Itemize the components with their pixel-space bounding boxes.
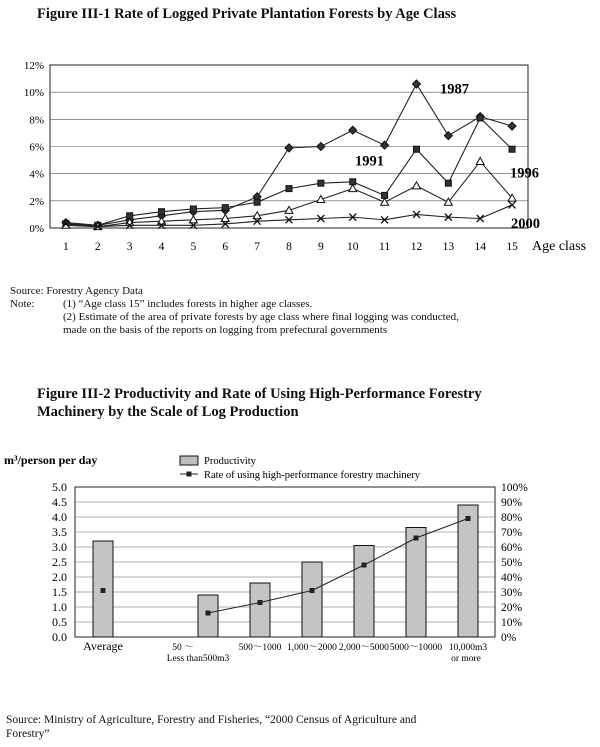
data-point-1991	[509, 146, 515, 152]
y-tick-label: 2%	[29, 195, 44, 208]
x-tick-label: 6	[222, 241, 229, 253]
x-tick-label: Less than500m3	[166, 654, 230, 664]
x-tick-label: 13	[442, 241, 455, 253]
x-tick-label: 11	[379, 241, 391, 253]
data-point-machinery	[414, 536, 419, 541]
y-tick-label: 2.0	[52, 570, 67, 584]
x-tick-label: 3	[126, 241, 133, 253]
bar-productivity	[198, 595, 218, 637]
y-tick-label: 12%	[23, 60, 44, 72]
x-tick-label: Average	[83, 639, 123, 653]
data-point-1996	[349, 185, 357, 192]
fig2-title-line1: Figure III-2 Productivity and Rate of Using High-Performance Forestry	[37, 386, 482, 402]
y-tick-label: 10%	[23, 87, 44, 100]
data-point-1991	[254, 199, 260, 205]
x-tick-label: 14	[474, 241, 486, 253]
y2-tick-label: 10%	[501, 617, 523, 629]
data-point-1987	[412, 80, 420, 88]
y-tick-label: 3.0	[52, 540, 67, 554]
y-tick-label: 3.5	[52, 525, 67, 539]
data-point-1987	[381, 141, 389, 149]
x-axis-label: Age class	[532, 239, 587, 254]
data-point-machinery	[466, 516, 471, 521]
fig2-bar-line-chart	[0, 450, 600, 690]
series-label-1991: 1991	[355, 153, 384, 170]
x-tick-label: 500～1000	[238, 643, 282, 653]
data-point-machinery	[206, 611, 211, 616]
data-point-1991	[477, 115, 483, 121]
data-point-1996	[381, 198, 389, 205]
data-point-machinery	[258, 600, 263, 605]
x-tick-label: 1,000～2000	[287, 643, 337, 653]
x-tick-label: or more	[451, 654, 481, 664]
legend-marker-machinery	[187, 472, 192, 477]
y-tick-label: 4.0	[52, 510, 67, 524]
y-tick-label: 4.5	[52, 495, 67, 509]
fig1-note-1: (1) “Age class 15” includes forests in higher age classes.	[63, 298, 313, 310]
y-axis-label: m³/person per day	[4, 453, 98, 467]
fig2-source-line1: Source: Ministry of Agriculture, Forestry and Fisheries, “2000 Census of Agriculture and	[6, 714, 417, 726]
data-point-1987	[508, 122, 516, 130]
x-tick-label: 10	[346, 241, 359, 253]
y-tick-label: 5.0	[52, 480, 67, 494]
y2-tick-label: 0%	[501, 632, 517, 644]
data-point-machinery	[310, 588, 315, 593]
y2-tick-label: 40%	[501, 572, 523, 584]
x-tick-label: 12	[410, 241, 423, 253]
bar-productivity	[250, 583, 270, 637]
y-tick-label: 1.0	[52, 600, 67, 614]
y2-tick-label: 80%	[501, 512, 523, 524]
y2-tick-label: 100%	[501, 482, 528, 494]
data-point-1987	[317, 143, 325, 151]
fig2-source-line2: Forestry”	[6, 728, 50, 740]
series-label-1987: 1987	[440, 81, 469, 98]
fig1-note-label: Note:	[10, 298, 35, 310]
fig1-title: Figure III-1 Rate of Logged Private Plantation Forests by Age Class	[37, 6, 457, 22]
legend-label-machinery: Rate of using high-performance forestry machinery	[204, 470, 421, 481]
y-tick-label: 0.5	[52, 615, 67, 629]
x-tick-label: 50 ～	[172, 643, 194, 653]
y2-tick-label: 50%	[501, 557, 523, 569]
y-tick-label: 8%	[29, 114, 44, 127]
data-point-1996	[476, 157, 484, 164]
data-point-1991	[318, 180, 324, 186]
x-tick-label: 8	[286, 241, 292, 253]
bar-productivity	[354, 546, 374, 638]
data-point-2000	[509, 201, 516, 208]
bar-productivity	[302, 562, 322, 637]
series-label-2000: 2000	[511, 216, 540, 232]
x-tick-label: 4	[158, 241, 165, 253]
data-point-1991	[286, 186, 292, 192]
data-point-machinery	[101, 588, 106, 593]
bar-productivity	[406, 528, 426, 638]
x-tick-label: 7	[254, 241, 261, 253]
series-label-1996: 1996	[510, 165, 539, 182]
fig1-source: Source: Forestry Agency Data	[10, 285, 143, 297]
data-point-1991	[413, 146, 419, 152]
legend-swatch-productivity	[180, 456, 198, 465]
y-tick-label: 4%	[29, 168, 44, 181]
data-point-1987	[349, 126, 357, 134]
y2-tick-label: 90%	[501, 497, 523, 509]
data-point-1996	[412, 182, 420, 189]
data-point-1991	[222, 205, 228, 211]
x-tick-label: 2	[94, 241, 101, 253]
y-tick-label: 0%	[29, 223, 44, 235]
y-tick-label: 1.5	[52, 585, 67, 599]
x-tick-label: 15	[506, 241, 518, 253]
data-point-1987	[285, 144, 293, 152]
data-point-1991	[445, 180, 451, 186]
fig1-note-2b: made on the basis of the reports on logging from prefectural governments	[63, 324, 388, 336]
x-tick-label: 2,000～5000	[339, 643, 389, 653]
y-tick-label: 6%	[29, 141, 44, 154]
y2-tick-label: 30%	[501, 587, 523, 599]
fig2-title-line2: Machinery by the Scale of Log Production	[37, 404, 299, 420]
x-tick-label: 5000～10000	[389, 643, 443, 653]
data-point-1991	[190, 206, 196, 212]
fig1-line-chart	[0, 50, 600, 262]
y2-tick-label: 60%	[501, 542, 523, 554]
y-tick-label: 0.0	[52, 630, 67, 644]
x-tick-label: 1	[63, 241, 69, 253]
y2-tick-label: 20%	[501, 602, 523, 614]
x-tick-label: 5	[190, 241, 197, 253]
fig1-note-2a: (2) Estimate of the area of private forests by age class where final logging was conducted,	[63, 311, 459, 323]
y2-tick-label: 70%	[501, 527, 523, 539]
legend-label-productivity: Productivity	[204, 456, 256, 467]
data-point-machinery	[362, 563, 367, 568]
y-tick-label: 2.5	[52, 555, 67, 569]
data-point-1991	[159, 209, 165, 215]
bar-productivity	[458, 505, 478, 637]
data-point-1987	[444, 132, 452, 140]
x-tick-label: 9	[317, 241, 324, 253]
x-tick-label: 10,000m3	[448, 643, 488, 653]
series-line-machinery	[208, 519, 468, 614]
